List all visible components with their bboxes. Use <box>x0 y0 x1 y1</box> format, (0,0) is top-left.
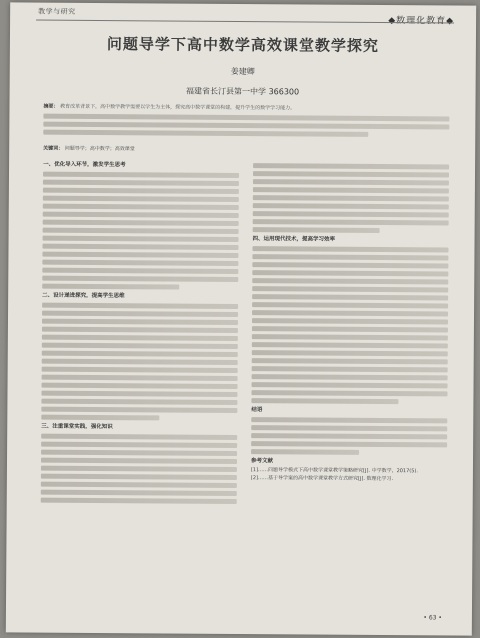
body-text-line <box>41 466 237 472</box>
body-text-line <box>42 343 238 349</box>
section-heading: 四、运用现代技术，提高学习效率 <box>252 236 336 243</box>
body-text-line <box>41 391 237 397</box>
keywords-text: 问题导学；高中数学；高效课堂 <box>64 145 135 153</box>
body-text-line <box>42 375 238 381</box>
body-text-line <box>42 359 238 365</box>
section-heading: 结语 <box>251 407 263 414</box>
column-label: ◆数理化教育◆ <box>388 16 455 27</box>
body-text-line <box>252 286 448 292</box>
body-text-line <box>253 203 449 209</box>
body-text-line <box>42 268 238 274</box>
body-text-line <box>252 358 448 364</box>
abstract-text-line <box>43 122 449 130</box>
body-text-line <box>42 383 238 389</box>
body-text-line <box>252 350 448 356</box>
body-text-line <box>252 342 448 348</box>
keywords <box>43 145 135 153</box>
article-title: 问题导学下高中数学高效课堂教学探究 <box>106 35 379 55</box>
body-text-line <box>42 260 238 266</box>
body-text-line <box>251 441 447 447</box>
right-column <box>251 160 449 483</box>
body-text-line <box>43 188 239 194</box>
body-text-line <box>43 180 239 186</box>
body-text-line <box>253 219 449 225</box>
left-column <box>41 159 239 507</box>
body-text-line <box>252 374 448 380</box>
body-text-line <box>41 415 159 421</box>
body-text-line <box>42 244 238 250</box>
body-text-line <box>252 246 448 252</box>
body-text-line <box>42 276 238 282</box>
abstract <box>43 103 449 141</box>
body-text-line <box>41 498 237 504</box>
body-text-line <box>42 303 238 309</box>
body-text-line <box>252 294 448 300</box>
body-text-line <box>41 482 237 488</box>
abstract-text-line <box>43 114 449 122</box>
body-text-line <box>252 334 448 340</box>
body-text-line <box>42 327 238 333</box>
body-text-line <box>43 172 239 178</box>
body-text-line <box>252 254 448 260</box>
body-text-line <box>42 252 238 258</box>
body-text-line <box>42 319 238 325</box>
keywords-label: 关键词： <box>43 145 64 152</box>
body-text-line <box>43 212 239 218</box>
journal-page <box>6 2 476 635</box>
body-text-line <box>252 326 448 332</box>
body-text-line <box>41 407 237 413</box>
body-text-line <box>252 278 448 284</box>
article-author: 姜建卿 <box>230 66 255 77</box>
body-text-line <box>251 390 447 396</box>
section-heading: 二、设计递进探究，提高学生思维 <box>42 292 125 300</box>
body-text-line <box>253 211 449 217</box>
body-text-line <box>251 417 447 423</box>
body-text-line <box>42 351 238 357</box>
reference-item: [2]……基于导学案的高中数学课堂教学方式研究[J]. 数理化学习. <box>250 475 394 483</box>
body-text-line <box>43 228 239 234</box>
abstract-text-line <box>43 130 368 137</box>
body-text-line <box>251 433 447 439</box>
body-text-line <box>253 187 449 193</box>
body-text-line <box>251 449 359 455</box>
body-text-line <box>253 171 449 177</box>
reference-item: [1]……问题导学模式下高中数学课堂教学策略研究[J]. 中学数学，2017(5). <box>250 467 419 475</box>
body-text-line <box>41 442 237 448</box>
body-text-line <box>41 434 237 440</box>
body-text-line <box>252 366 448 372</box>
body-text-line <box>41 458 237 464</box>
body-text-line <box>252 318 448 324</box>
body-text-line <box>252 310 448 316</box>
abstract-label: 摘要： <box>43 103 59 110</box>
section-heading: 一、优化导入环节，激发学生思考 <box>43 161 126 169</box>
page-number: • 63 • <box>423 614 442 622</box>
body-text-line <box>43 236 239 242</box>
author-affiliation: 福建省长汀县第一中学 366300 <box>186 86 300 97</box>
body-text-line <box>252 262 448 268</box>
body-text-line <box>253 179 449 185</box>
body-text-line <box>41 450 237 456</box>
body-text-line <box>252 270 448 276</box>
body-text-line <box>43 204 239 210</box>
body-text-line <box>41 474 237 480</box>
journal-header: 教学与研究 <box>38 7 76 16</box>
references-heading: 参考文献 <box>250 458 274 465</box>
body-text-line <box>43 196 239 202</box>
body-text-line <box>42 311 238 317</box>
body-text-line <box>252 382 448 388</box>
body-text-line <box>251 398 398 404</box>
abstract-text: 教育改革背景下，高中数学教学需要以学生为主体，探究高中数学课堂的构建，提升学生的数学学习能力。 <box>60 103 296 112</box>
body-text-line <box>42 335 238 341</box>
body-text-line <box>42 284 179 290</box>
body-text-line <box>251 425 447 431</box>
body-text-line <box>43 220 239 226</box>
body-text-line <box>253 227 380 233</box>
body-text-line <box>41 490 237 496</box>
body-text-line <box>252 302 448 308</box>
body-text-line <box>253 163 449 169</box>
section-heading: 三、注重课堂实践，强化知识 <box>41 423 113 431</box>
body-text-line <box>41 399 237 405</box>
body-text-line <box>42 367 238 373</box>
body-text-line <box>253 195 449 201</box>
